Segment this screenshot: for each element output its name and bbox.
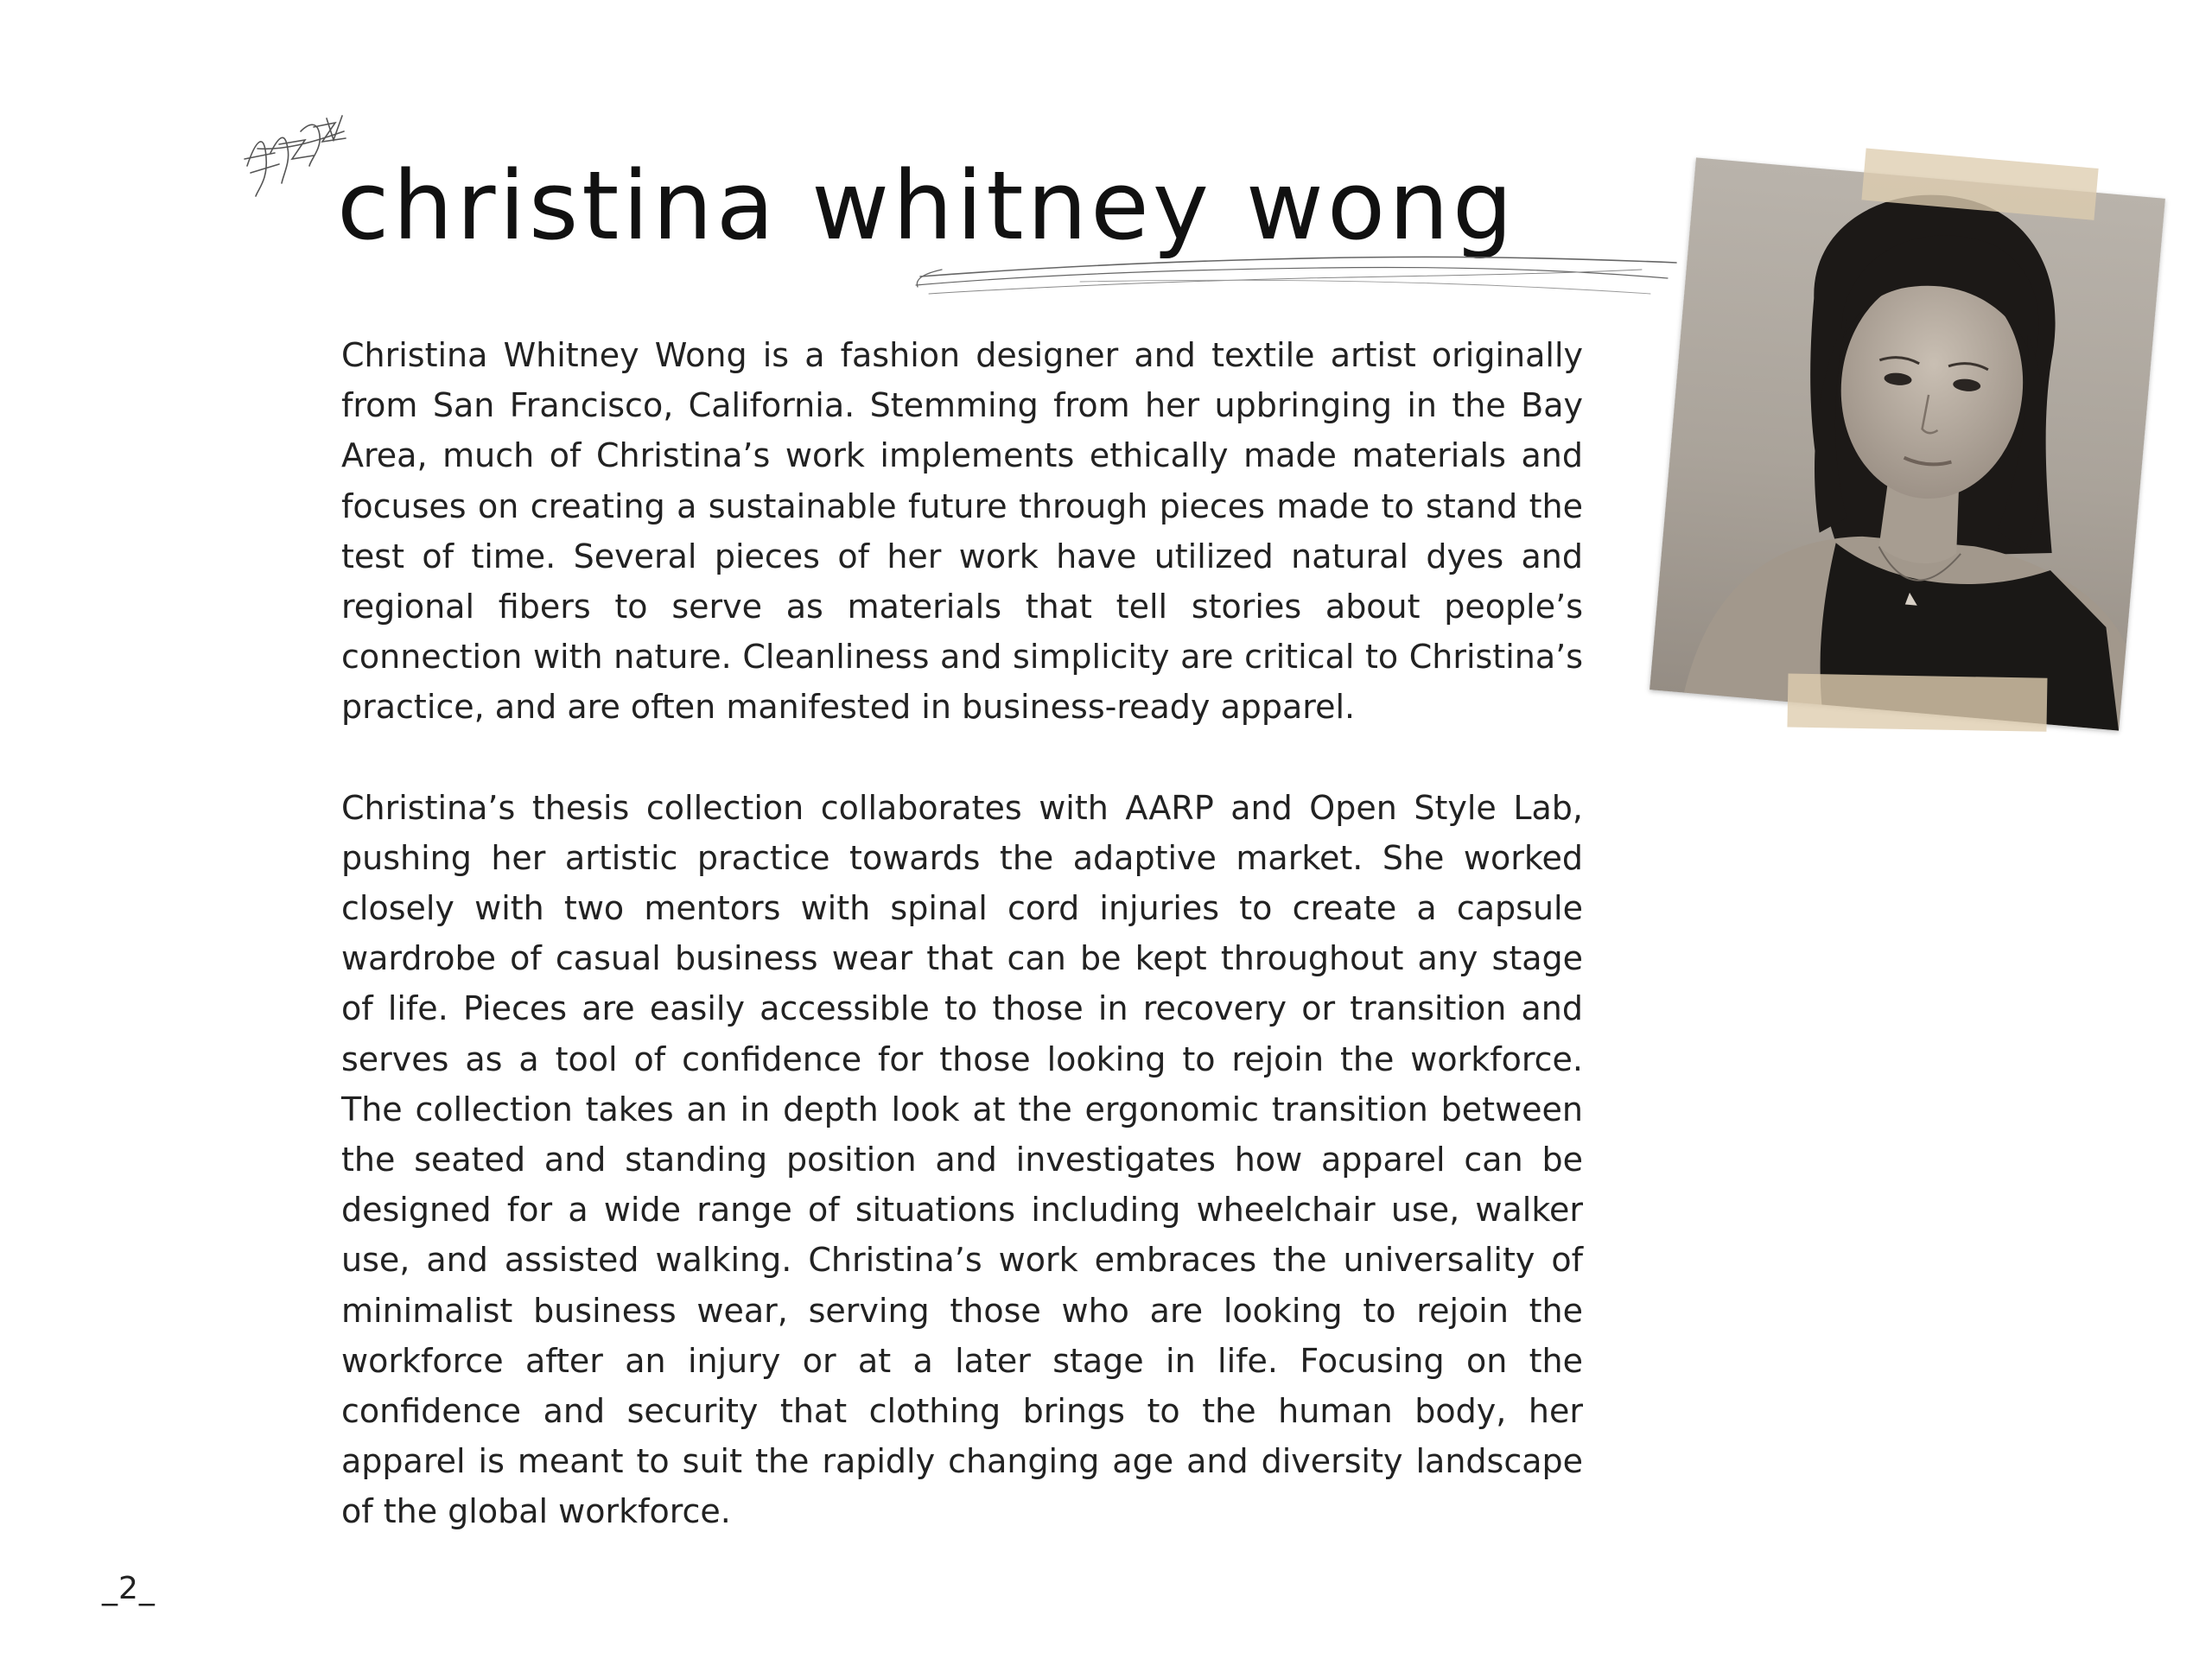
bio-paragraph-1: Christina Whitney Wong is a fashion designer and textile artist originally from San Francisco, California. Stemming from her upbringing in the Bay Area, much of Christina’s work implements ethically made materials and focuses on creating a sustainable future through pieces made to stand the test of time. Several pieces of her work have utilized natural dyes and regional fibers to serve as materials that tell stories about people’s connection with nature. Cleanliness and simplicity are critical to Christina’s practice, and are often manifested in business-ready apparel. <box>341 336 1583 727</box>
signature-scribble-icon <box>240 105 353 202</box>
bio-paragraph-2: Christina’s thesis collection collaborates with AARP and Open Style Lab, pushing her artistic practice towards the adaptive market. She worked closely with two mentors with spinal cord injuries to create a capsule wardrobe of casual business wear that can be kept throughout any stage of life. Pieces are easily accessible to those in recovery or transition and serves as a tool of confidence for those looking to rejoin the workforce. The collection takes an in depth look at the ergonomic transition between the seated and standing position and investigates how apparel can be designed for a wide range of situations including wheelchair use, walker use, and assisted walking. Christina’s work embraces the universality of minimalist business wear, serving those who are looking to rejoin the workforce after an injury or at a later stage in life. Focusing on the confidence and security that clothing brings to the human body, her apparel is meant to suit the rapidly changing age and diversity landscape of the global workforce. <box>341 788 1583 1531</box>
pencil-swoosh-icon <box>907 244 1685 313</box>
tape-strip-bottom <box>1787 674 2047 732</box>
page-number: _2_ <box>102 1571 156 1606</box>
page-title: christina whitney wong <box>337 150 1516 261</box>
portrait-photo <box>1649 157 2165 730</box>
portrait-illustration <box>1649 157 2165 730</box>
bio-text <box>341 330 1583 1537</box>
portrait-photo-frame <box>1649 157 2165 730</box>
